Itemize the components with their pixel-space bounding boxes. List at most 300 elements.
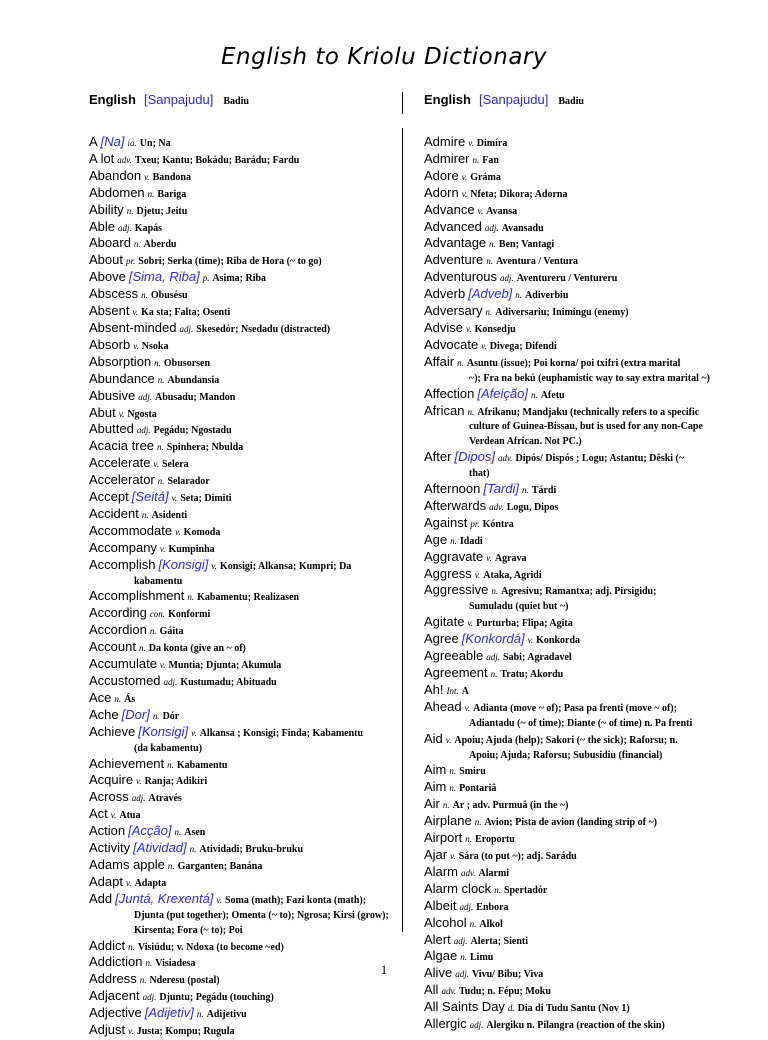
dictionary-entry xyxy=(89,422,389,439)
part-of-speech: v. xyxy=(125,877,132,888)
sanpajudu-form: [Dipos] xyxy=(454,449,495,465)
part-of-speech: n. xyxy=(139,975,147,986)
right-column xyxy=(424,91,714,1034)
dictionary-entry xyxy=(424,732,714,764)
part-of-speech: n. xyxy=(465,834,473,845)
headword: Accommodate xyxy=(89,522,173,538)
definition: Alkol xyxy=(479,918,503,930)
dictionary-entry xyxy=(424,169,714,186)
part-of-speech: n. xyxy=(141,290,148,301)
dictionary-entry xyxy=(424,797,714,814)
headword: Add xyxy=(89,890,113,906)
dictionary-entry xyxy=(89,708,389,725)
definition: Ranja; Adikiri xyxy=(144,776,208,788)
definition: Djetu; Jeitu xyxy=(136,205,188,217)
definition: Avansa xyxy=(486,205,518,217)
definition: Kabamentu; Realizasen xyxy=(197,592,300,604)
part-of-speech: n. xyxy=(449,783,457,794)
part-of-speech: n. xyxy=(485,307,493,318)
part-of-speech: v. xyxy=(468,138,474,148)
definition: Dipós/ Dispós ; Logu; Astantu; Dêski (~ xyxy=(515,453,685,465)
dictionary-entry xyxy=(89,989,389,1006)
dictionary-entry xyxy=(424,831,714,848)
definition: Ar ; adv. Purmuâ (in the ~) xyxy=(452,800,569,812)
definition: Asima; Riba xyxy=(212,273,267,285)
dictionary-entry xyxy=(424,649,714,666)
definition-continued: that) xyxy=(469,468,490,480)
headword: Acacia tree xyxy=(89,438,155,454)
definition: Adianta (move ~ of); Pasa pa frenti (move ~ of); xyxy=(473,702,677,714)
part-of-speech: n. xyxy=(114,693,122,704)
definition: Alergiku n. Pilangra (reaction of the skin) xyxy=(486,1020,665,1032)
part-of-speech: v. xyxy=(477,205,484,216)
part-of-speech: n. xyxy=(126,205,134,216)
page-number: 1 xyxy=(380,962,388,977)
dictionary-entry xyxy=(424,916,714,933)
headword: Aim xyxy=(424,779,447,795)
dictionary-entry xyxy=(424,499,714,516)
part-of-speech: n. xyxy=(152,710,160,721)
dictionary-entry xyxy=(89,725,389,757)
definition: Da konta (give an ~ of) xyxy=(148,643,246,655)
definition: Adijetivu xyxy=(206,1009,247,1021)
headword: Advocate xyxy=(424,336,479,352)
definition: Asen xyxy=(184,827,206,839)
part-of-speech: adj. xyxy=(131,793,146,804)
definition: Obusorsen xyxy=(163,357,211,369)
headword: Absent xyxy=(89,303,130,319)
headword: Aid xyxy=(424,730,443,746)
part-of-speech: n. xyxy=(138,643,146,654)
headword: Accomplishment xyxy=(89,588,185,604)
definition: Konsigi; Alkansa; Kumpri; Da xyxy=(219,560,352,572)
part-of-speech: v. xyxy=(132,307,139,318)
part-of-speech: n. xyxy=(157,442,164,453)
definition: Justa; Kompu; Rugula xyxy=(136,1026,235,1038)
part-of-speech: pr. xyxy=(125,256,136,267)
headword: Absent-minded xyxy=(89,319,177,335)
sanpajudu-form: [Seitá] xyxy=(131,489,169,505)
part-of-speech: adv. xyxy=(441,986,457,997)
dictionary-entry xyxy=(424,135,714,152)
headword: Aggress xyxy=(424,565,472,581)
part-of-speech: n. xyxy=(474,817,482,828)
part-of-speech: n. xyxy=(157,476,165,487)
header-badiu: Badiu xyxy=(558,96,584,107)
definition: Gáita xyxy=(159,626,184,638)
dictionary-entry xyxy=(424,780,714,797)
dictionary-entry xyxy=(89,524,389,541)
part-of-speech: v. xyxy=(144,171,150,182)
definition: Ás xyxy=(124,693,136,705)
dictionary-entry xyxy=(89,287,389,304)
headword: About xyxy=(89,252,123,268)
headword: Accordion xyxy=(89,622,147,638)
part-of-speech: n. xyxy=(486,256,494,267)
part-of-speech: adj. xyxy=(163,677,178,687)
headword: Accomplish xyxy=(89,556,156,572)
part-of-speech: v. xyxy=(133,340,139,351)
headword: Afternoon xyxy=(424,481,481,497)
headword: Adverb xyxy=(424,286,466,302)
headword: Accept xyxy=(89,489,129,505)
headword: Acquire xyxy=(89,772,134,788)
definition-continued: ~); Fra na bekú (euphamistic way to say extra marital ~) xyxy=(469,372,710,384)
part-of-speech: v. xyxy=(211,560,217,571)
definition: Idadi xyxy=(459,535,483,547)
definition: Muntia; Djunta; Akumula xyxy=(168,660,282,672)
dictionary-entry xyxy=(89,757,389,774)
part-of-speech: adj. xyxy=(455,969,469,980)
headword: Advise xyxy=(424,319,464,335)
headword: According xyxy=(89,605,147,621)
definition: Alkansa ; Konsigi; Finda; Kabamentu xyxy=(199,727,364,739)
part-of-speech: adv. xyxy=(117,154,132,165)
headword: Adventure xyxy=(424,252,484,268)
dictionary-entry xyxy=(89,790,389,807)
dictionary-entry xyxy=(89,456,389,473)
dictionary-entry xyxy=(89,640,389,657)
sanpajudu-form: [Atividad] xyxy=(133,840,187,856)
dictionary-entry xyxy=(89,807,389,824)
headword: Abutted xyxy=(89,421,134,437)
definition: Kabamentu xyxy=(176,759,228,771)
dictionary-entry xyxy=(424,615,714,632)
dictionary-entry xyxy=(424,482,714,499)
headword: Across xyxy=(89,789,129,805)
headword: Act xyxy=(89,806,108,822)
dictionary-entry xyxy=(89,824,389,841)
part-of-speech: adj. xyxy=(500,273,514,284)
dictionary-entry xyxy=(89,338,389,355)
header-english: English xyxy=(89,92,136,107)
dictionary-entry xyxy=(89,186,389,203)
dictionary-entry xyxy=(89,321,389,338)
headword: Abut xyxy=(89,404,116,420)
part-of-speech: v. xyxy=(128,1026,134,1037)
definition: Limu xyxy=(470,952,494,964)
part-of-speech: n. xyxy=(469,918,477,929)
dictionary-entry xyxy=(424,321,714,338)
definition: Txeu; Kantu; Bokádu; Barádu; Fardu xyxy=(134,154,300,166)
part-of-speech: adj. xyxy=(459,901,474,912)
dictionary-entry xyxy=(89,773,389,790)
part-of-speech: v. xyxy=(191,727,197,738)
definition: Logu, Dipos xyxy=(506,501,559,513)
part-of-speech: con. xyxy=(149,609,166,620)
part-of-speech: n. xyxy=(491,586,499,597)
definition: Atividadi; Bruku-bruku xyxy=(199,844,304,856)
definition: Ka sta; Falta; Osenti xyxy=(141,307,231,319)
definition: Fan xyxy=(482,154,499,166)
headword: Achieve xyxy=(89,723,136,739)
dictionary-entry xyxy=(424,550,714,567)
part-of-speech: n. xyxy=(128,941,135,952)
headword: Alcohol xyxy=(424,914,467,930)
definition: Sabi; Agradavel xyxy=(503,652,572,664)
headword: Alarm clock xyxy=(424,880,492,896)
dictionary-entry xyxy=(424,700,714,732)
headword: Adventurous xyxy=(424,269,497,285)
part-of-speech: n. xyxy=(515,290,523,301)
definition-continued: Apoiu; Ajuda; Raforsu; Subusidiu (financial) xyxy=(469,749,663,761)
part-of-speech: n. xyxy=(450,535,457,546)
dictionary-entry xyxy=(424,763,714,780)
dictionary-entry xyxy=(89,1006,389,1023)
part-of-speech: v. xyxy=(175,526,181,537)
definition: Konkorda xyxy=(536,635,581,647)
part-of-speech: ia. xyxy=(127,138,137,148)
dictionary-entry xyxy=(424,583,714,615)
definition: Spertadór xyxy=(503,884,548,896)
dictionary-entry xyxy=(424,1017,714,1034)
dictionary-entry xyxy=(89,875,389,892)
part-of-speech: adj. xyxy=(484,222,499,233)
definition: Afetu xyxy=(540,389,565,401)
headword: Advance xyxy=(424,201,475,217)
dictionary-entry xyxy=(89,203,389,220)
dictionary-entry xyxy=(424,899,714,916)
dictionary-entry xyxy=(89,406,389,423)
definition: Sobri; Serka (time); Riba de Hora (~ to go) xyxy=(138,256,322,268)
definition: Afrikanu; Mandjaku (technically refers to a specific xyxy=(477,406,700,418)
dictionary-entry xyxy=(424,253,714,270)
column-header-left xyxy=(89,91,389,111)
headword: Air xyxy=(424,796,440,812)
headword: A xyxy=(89,134,98,149)
headword: Abscess xyxy=(89,286,139,302)
dictionary-entry xyxy=(89,606,389,623)
dictionary-entry xyxy=(89,892,389,939)
definition: Aventureru / Ventureru xyxy=(516,273,618,285)
headword: Accelerate xyxy=(89,455,151,471)
definition: Dór xyxy=(162,710,180,722)
definition: Através xyxy=(148,793,182,805)
headword: Aggressive xyxy=(424,582,489,598)
dictionary-entry xyxy=(89,1023,389,1040)
headword: Adjacent xyxy=(89,988,140,1004)
part-of-speech: v. xyxy=(464,702,471,713)
definition: Seta; Dimiti xyxy=(180,493,232,505)
dictionary-entry xyxy=(89,253,389,270)
part-of-speech: adv. xyxy=(489,501,504,512)
dictionary-entry xyxy=(89,473,389,490)
part-of-speech: n. xyxy=(174,827,182,838)
part-of-speech: n. xyxy=(167,860,175,871)
dictionary-entry xyxy=(424,666,714,683)
definition: Ben; Vantagi xyxy=(498,239,555,251)
headword: Abdomen xyxy=(89,184,145,200)
definition: Eroportu xyxy=(475,834,515,846)
definition: Alarmi xyxy=(478,867,510,879)
part-of-speech: p. xyxy=(202,273,210,284)
part-of-speech: n. xyxy=(490,669,498,679)
definition: Skesedór; Nsedadu (distracted) xyxy=(196,323,331,335)
part-of-speech: adj. xyxy=(136,425,151,436)
sanpajudu-form: [Na] xyxy=(100,134,125,149)
header-sanpajudu: [Sanpajudu] xyxy=(478,92,549,107)
column-header-right xyxy=(424,91,714,111)
dictionary-entry xyxy=(424,683,714,700)
dictionary-entry xyxy=(424,1000,714,1017)
left-column xyxy=(89,91,389,1040)
definition: Garganten; Banána xyxy=(177,860,263,872)
headword: Airplane xyxy=(424,813,472,829)
entry-list-right xyxy=(424,135,714,1034)
dictionary-entry xyxy=(89,507,389,524)
headword: Action xyxy=(89,823,126,839)
part-of-speech: adj. xyxy=(118,222,132,233)
headword: Alive xyxy=(424,965,453,981)
part-of-speech: n. xyxy=(154,357,161,368)
headword: Afterwards xyxy=(424,497,487,513)
dictionary-entry xyxy=(89,858,389,875)
header-sanpajudu: [Sanpajudu] xyxy=(143,92,214,107)
part-of-speech: n. xyxy=(196,1009,204,1020)
definition: Kustumadu; Abituadu xyxy=(180,677,277,688)
headword: Able xyxy=(89,218,116,234)
dictionary-entry xyxy=(424,338,714,355)
part-of-speech: v. xyxy=(461,171,468,182)
part-of-speech: n. xyxy=(147,188,155,199)
headword: Adversary xyxy=(424,303,483,319)
headword: Addiction xyxy=(89,954,143,970)
dictionary-entry xyxy=(424,882,714,899)
headword: Adapt xyxy=(89,873,123,889)
definition: Spinhera; Nbulda xyxy=(166,442,244,454)
dictionary-entry xyxy=(424,516,714,533)
headword: Affair xyxy=(424,353,455,369)
header-english: English xyxy=(424,92,471,107)
definition: Asidenti xyxy=(151,509,188,521)
definition-continued: kabamentu xyxy=(134,575,183,587)
dictionary-entry xyxy=(89,657,389,674)
headword: Affection xyxy=(424,385,475,401)
dictionary-entry xyxy=(424,186,714,203)
definition: Bariga xyxy=(157,188,187,200)
headword: Agree xyxy=(424,631,459,647)
part-of-speech: n. xyxy=(530,389,538,400)
headword: Account xyxy=(89,639,136,655)
part-of-speech: v. xyxy=(461,188,468,199)
definition: Agrava xyxy=(494,552,527,564)
part-of-speech: v. xyxy=(216,894,222,905)
dictionary-entry xyxy=(424,632,714,649)
part-of-speech: n. xyxy=(489,239,496,250)
dictionary-entry xyxy=(89,304,389,321)
dictionary-entry xyxy=(424,355,714,387)
dictionary-entry xyxy=(89,558,389,590)
sanpajudu-form: [Acção] xyxy=(128,823,172,839)
part-of-speech: n. xyxy=(189,844,197,855)
part-of-speech: n. xyxy=(133,239,141,250)
dictionary-entry xyxy=(89,169,389,186)
part-of-speech: adj. xyxy=(138,391,153,402)
definition: Dia di Tudu Santu (Nov 1) xyxy=(517,1003,630,1015)
dictionary-entry xyxy=(89,691,389,708)
headword: Admirer xyxy=(424,150,470,166)
part-of-speech: n. xyxy=(167,759,174,770)
headword: Albeit xyxy=(424,897,457,913)
headword: Ajar xyxy=(424,846,448,862)
definition: Pontariâ xyxy=(459,783,497,795)
header-badiu: Badiu xyxy=(223,96,249,107)
definition: Smiru xyxy=(459,766,486,778)
headword: Accompany xyxy=(89,539,157,555)
definition: Aventura / Ventura xyxy=(496,256,579,268)
headword: Ability xyxy=(89,201,124,217)
headword: Addict xyxy=(89,937,126,953)
dictionary-entry xyxy=(89,220,389,237)
part-of-speech: v. xyxy=(474,569,481,580)
part-of-speech: v. xyxy=(467,618,474,629)
definition: Tratu; Akordu xyxy=(500,669,564,680)
definition: Adiverbiu xyxy=(525,290,569,302)
headword: All xyxy=(424,982,439,998)
dictionary-entry xyxy=(89,372,389,389)
sanpajudu-form: [Afeição] xyxy=(477,385,528,401)
definition: Atua xyxy=(119,810,141,822)
part-of-speech: v. xyxy=(159,543,166,554)
part-of-speech: v. xyxy=(466,323,472,334)
dictionary-entry xyxy=(89,439,389,456)
headword: Algae xyxy=(424,948,458,964)
definition: Abusadu; Mandon xyxy=(155,391,236,403)
headword: African xyxy=(424,402,465,418)
definition: Adapta xyxy=(134,877,167,889)
headword: Achievement xyxy=(89,755,165,771)
part-of-speech: n. xyxy=(467,406,475,417)
part-of-speech: v. xyxy=(450,850,456,861)
headword: Aim xyxy=(424,762,447,778)
page-title: English to Kriolu Dictionary xyxy=(220,44,547,70)
dictionary-entry xyxy=(424,865,714,882)
definition: Adiversariu; Inimingu (enemy) xyxy=(495,307,629,319)
dictionary-entry xyxy=(424,933,714,950)
dictionary-entry xyxy=(89,589,389,606)
part-of-speech: adj. xyxy=(453,935,468,946)
part-of-speech: adj. xyxy=(469,1020,484,1031)
dictionary-entry xyxy=(424,304,714,321)
headword: Above xyxy=(89,269,126,285)
headword: After xyxy=(424,449,452,465)
definition-continued: Adiantadu (~ of time); Diante (~ of time) n. Pa frenti xyxy=(469,717,693,729)
dictionary-entry xyxy=(89,389,389,406)
headword: Adams apple xyxy=(89,856,165,872)
definition: Nderesu (postal) xyxy=(149,975,220,987)
definition: Komoda xyxy=(183,526,221,538)
definition: Tárdi xyxy=(531,485,557,497)
part-of-speech: n. xyxy=(145,958,153,969)
headword: All Saints Day xyxy=(424,999,505,1015)
part-of-speech: n. xyxy=(460,952,467,963)
definition: Divega; Difendi xyxy=(489,340,557,352)
headword: Adore xyxy=(424,167,459,183)
sanpajudu-form: [Dor] xyxy=(121,706,150,722)
definition: Bandona xyxy=(152,171,191,183)
part-of-speech: n. xyxy=(472,154,480,165)
headword: Ah! xyxy=(424,681,444,697)
part-of-speech: v. xyxy=(481,340,487,351)
definition: Vivu/ Bibu; Viva xyxy=(471,969,544,981)
sanpajudu-form: [Konsigi] xyxy=(138,723,189,739)
definition: Selarador xyxy=(167,476,210,488)
headword: Accumulate xyxy=(89,656,157,672)
headword: Abandon xyxy=(89,167,142,183)
definition: Selera xyxy=(162,459,189,471)
headword: Agreeable xyxy=(424,648,484,664)
dictionary-entry xyxy=(424,450,714,482)
